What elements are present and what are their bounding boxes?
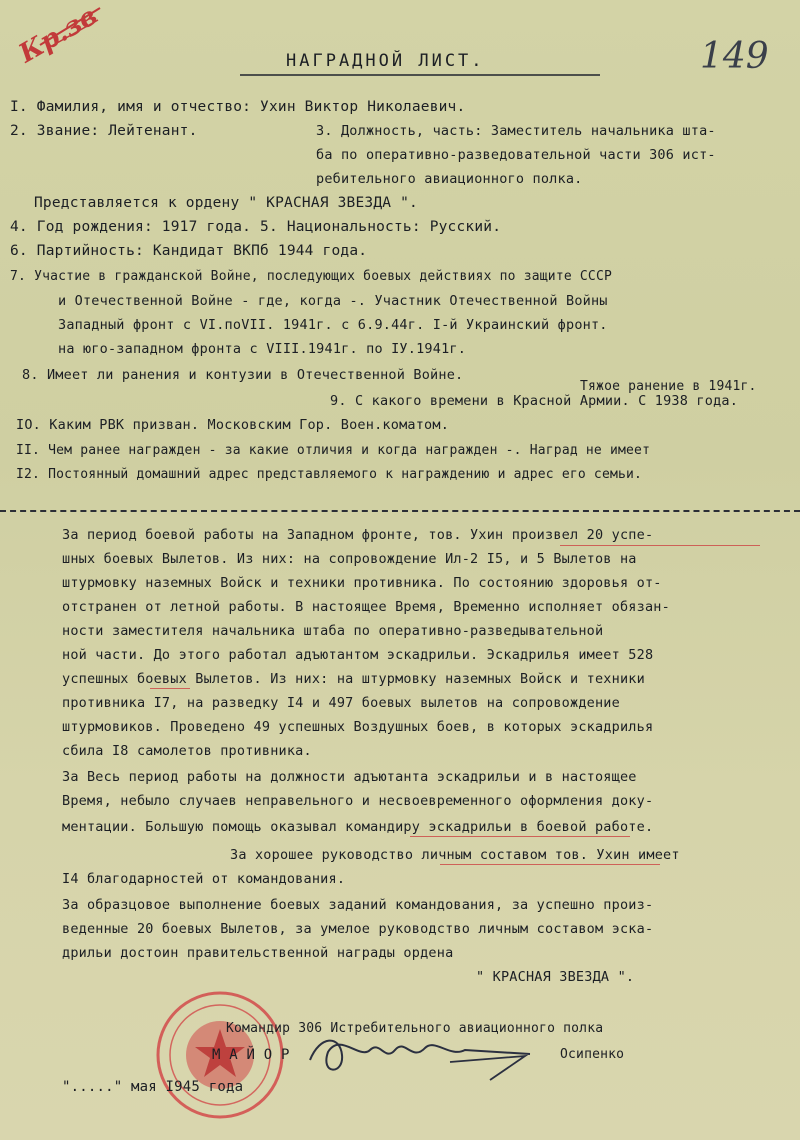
item-9-service: 9. С какого времени в Красной Армии. С 1938 года. — [330, 393, 739, 409]
item-7-participation-cont2: Западный фронт с VI.поVII. 1941г. с 6.9.44г. I-й Украинский фронт. — [58, 317, 608, 333]
body-line: сбила I8 самолетов противника. — [62, 743, 312, 759]
commander-title: Командир 306 Истребительного авиационного полка — [226, 1021, 604, 1036]
body-line: За Весь период работы на должности адъютанта эскадрильи и в настоящее — [62, 769, 637, 785]
commander-rank: М А Й О Р — [212, 1047, 290, 1063]
title-underline — [240, 74, 600, 76]
body-line: штурмовиков. Проведено 49 успешных Воздушных боев, в которых эскадрилья — [62, 719, 654, 735]
section-divider — [0, 510, 800, 512]
body-line: противника I7, на разведку I4 и 497 боевых вылетов на сопровождение — [62, 695, 620, 711]
item-11-prior-awards: II. Чем ранее награжден - за какие отличия и когда награжден -. Наград не имеет — [16, 443, 651, 458]
body-line: дрильи достоин правительственной награды ордена — [62, 945, 454, 961]
pencil-underline — [410, 836, 630, 837]
item-8-wounds: 8. Имеет ли ранения и контузии в Отечественной Войне. — [22, 367, 464, 383]
item-3-position-cont: ба по оперативно-разведовательной части 306 ист- — [316, 147, 716, 163]
item-10-draft-office: IO. Каким РВК призван. Московским Гор. Воен.коматом. — [16, 417, 450, 433]
document-date: "....." мая I945 года — [62, 1079, 244, 1095]
item-8-wounds-answer: Тяжое ранение в 1941г. — [580, 379, 757, 394]
item-7-participation-cont3: на юго-западном фронта с VIII.1941г. по IУ.1941г. — [58, 341, 467, 357]
pencil-underline — [150, 688, 190, 689]
commander-name: Осипенко — [560, 1047, 625, 1062]
corner-note: Кр.зв — [14, 0, 103, 70]
handwritten-signature-icon — [300, 1020, 540, 1090]
item-4-5-birth-nationality: 4. Год рождения: 1917 года. 5. Национальность: Русский. — [10, 219, 502, 235]
item-2-rank: 2. Звание: Лейтенант. — [10, 123, 198, 139]
body-line: I4 благодарностей от командования. — [62, 871, 346, 887]
body-line: отстранен от летной работы. В настоящее Время, Временно исполняет обязан- — [62, 599, 670, 615]
corner-scribble-icon — [0, 0, 110, 60]
item-7-participation: 7. Участие в гражданской Войне, последующих боевых действиях по защите СССР — [10, 269, 612, 284]
pencil-underline — [560, 545, 760, 546]
body-line: ности заместителя начальника штаба по оперативно-разведывательной — [62, 623, 604, 639]
item-1-name: I. Фамилия, имя и отчество: Ухин Виктор Николаевич. — [10, 99, 466, 115]
award-nomination: Представляется к ордену " КРАСНАЯ ЗВЕЗДА ". — [34, 195, 418, 211]
body-line: шных боевых Вылетов. Из них: на сопровождение Ил-2 I5, и 5 Вылетов на — [62, 551, 637, 567]
body-line: штурмовку наземных Войск и техники противника. По состоянию здоровья от- — [62, 575, 662, 591]
page-number: 149 — [700, 36, 769, 77]
item-12-address: I2. Постоянный домашний адрес представляемого к награждению и адрес его семьи. — [16, 467, 643, 482]
body-line: " КРАСНАЯ ЗВЕЗДА ". — [476, 969, 635, 985]
document-title: НАГРАДНОЙ ЛИСТ. — [286, 51, 485, 71]
body-line: веденные 20 боевых Вылетов, за умелое руководство личным составом эска- — [62, 921, 654, 937]
body-line: ной части. До этого работал адъютантом эскадрильи. Эскадрилья имеет 528 — [62, 647, 654, 663]
item-6-party: 6. Партийность: Кандидат ВКПб 1944 года. — [10, 243, 368, 259]
body-line: ментации. Большую помощь оказывал командиру эскадрильи в боевой работе. — [62, 819, 654, 835]
item-3-position-cont2: ребительного авиационного полка. — [316, 171, 583, 187]
item-7-participation-cont: и Отечественной Войне - где, когда -. Участник Отечественной Войны — [58, 293, 608, 309]
body-line: За хорошее руководство личным составом тов. Ухин имеет — [230, 847, 680, 863]
pencil-underline — [440, 864, 660, 865]
body-line: успешных боевых Вылетов. Из них: на штурмовку наземных Войск и техники — [62, 671, 645, 687]
body-line: Время, небыло случаев неправельного и несвоевременного оформления доку- — [62, 793, 654, 809]
item-3-position: 3. Должность, часть: Заместитель начальника шта- — [316, 123, 716, 139]
body-line: За образцовое выполнение боевых заданий командования, за успешно произ- — [62, 897, 654, 913]
body-line: За период боевой работы на Западном фронте, тов. Ухин произвел 20 успе- — [62, 527, 654, 543]
